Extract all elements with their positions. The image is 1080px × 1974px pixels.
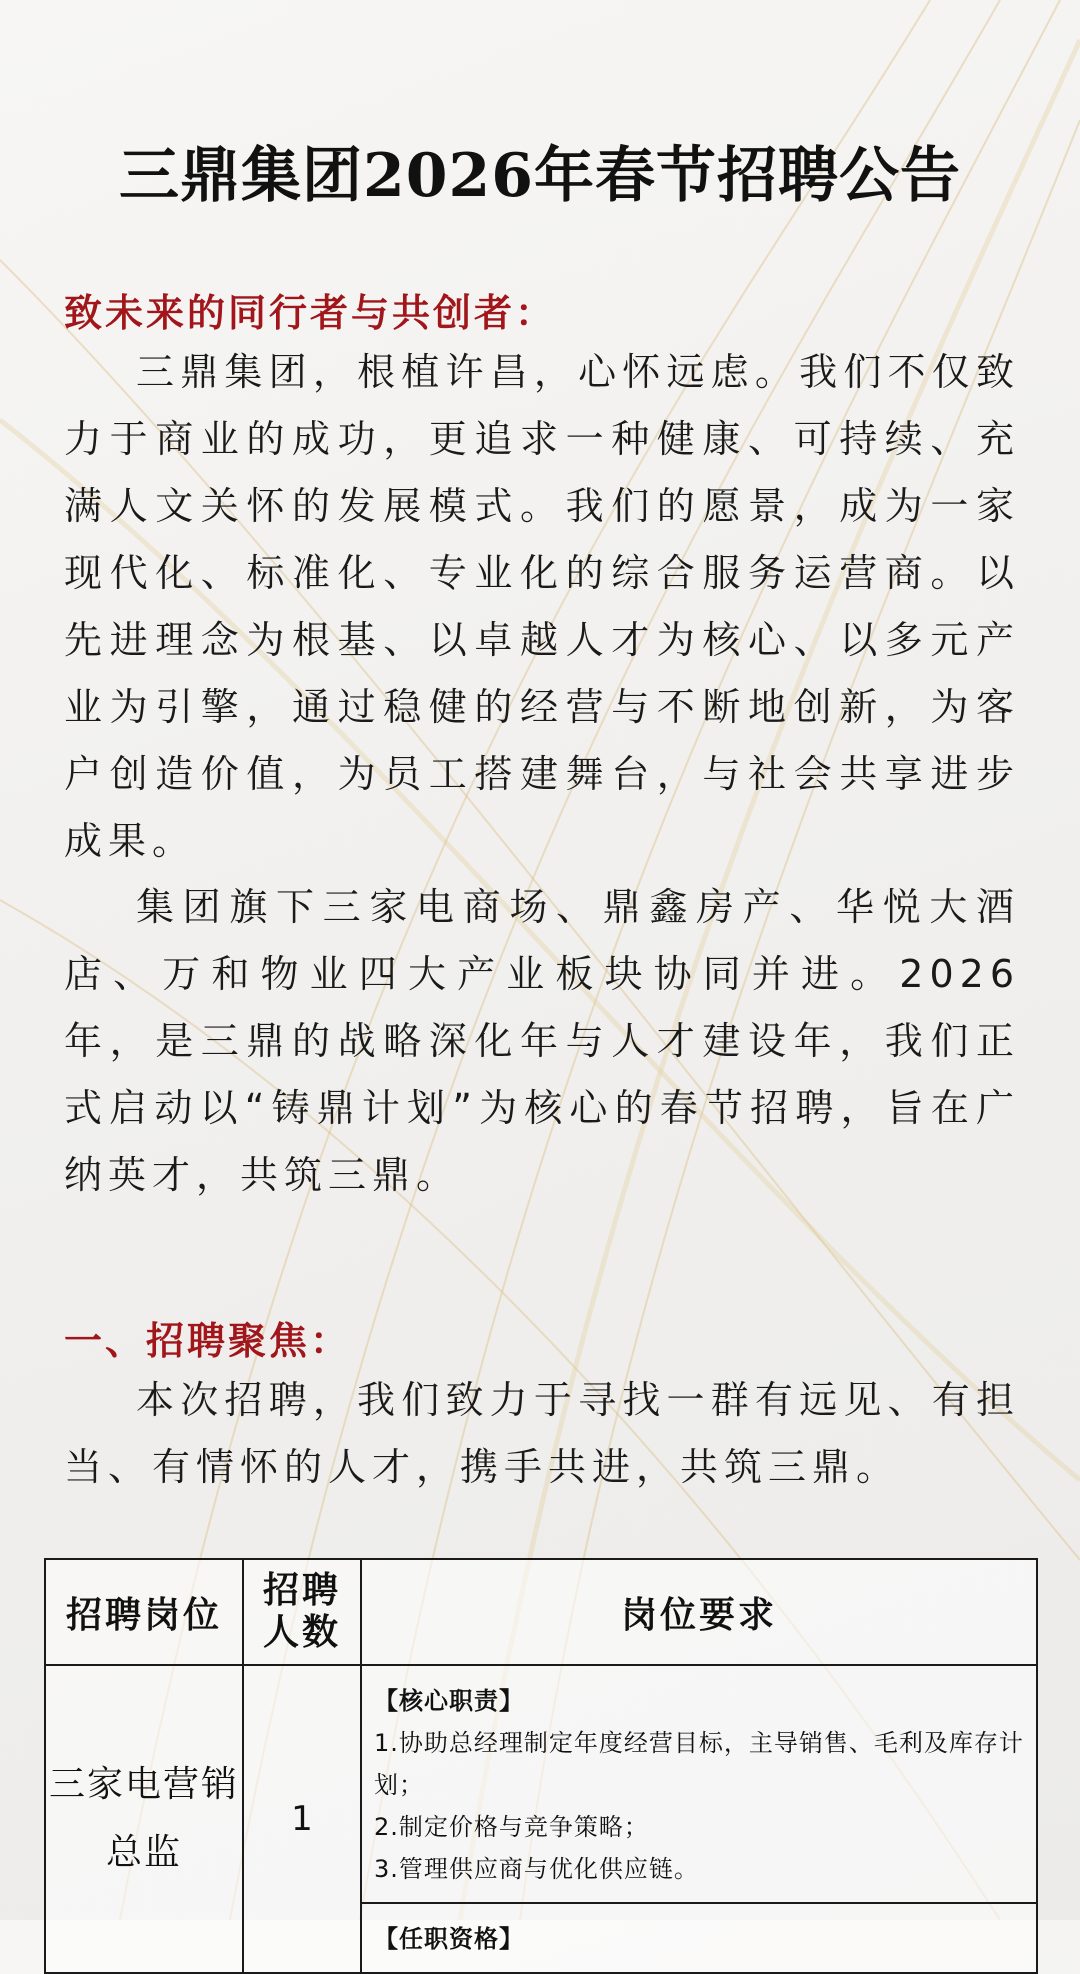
greeting-heading: 致未来的同行者与共创者： [64,291,557,335]
page-title: 三鼎集团2026年春节招聘公告 [119,141,961,211]
row-qualifications [361,1903,1037,1973]
duty-item: 3.管理供应商与优化供应链。 [374,1855,699,1883]
section-1-paragraph: 本次招聘，我们致力于寻找一群有远见、有担当、有情怀的人才，携手共进，共筑三鼎。 [64,1378,1020,1489]
table-row [45,1665,1037,1903]
row-count: 1 [243,1665,361,1973]
intro-paragraph-2: 集团旗下三家电商场、鼎鑫房产、华悦大酒店、万和物业四大产业板块协同并进。2026年，是三鼎的战略深化年与人才建设年，我们正式启动以“铸鼎计划”为核心的春节招聘，旨在广纳英才，共筑三鼎。 [64,885,1020,1197]
row-duties [361,1665,1037,1903]
header-count [243,1559,361,1665]
header-count-line1: 招聘 [262,1570,341,1611]
job-table [44,1558,1038,1974]
intro-paragraph-1: 三鼎集团，根植许昌，心怀远虑。我们不仅致力于商业的成功，更追求一种健康、可持续、充满人文关怀的发展模式。我们的愿景，成为一家现代化、标准化、专业化的综合服务运营商。以先进理念为根基、以卓越人才为核心、以多元产业为引擎，通过稳健的经营与不断地创新，为客户创造价值，为员工搭建舞台，与社会共享进步成果。 [64,350,1020,863]
header-requirements: 岗位要求 [361,1559,1037,1665]
table-header-row [45,1559,1037,1665]
qualifications-title: 【任职资格】 [374,1925,524,1953]
section-1-heading: 一、招聘聚焦： [64,1319,352,1363]
duty-item: 1.协助总经理制定年度经营目标，主导销售、毛利及库存计划； [374,1729,1024,1799]
header-count-line2: 人数 [262,1612,341,1653]
duty-item: 2.制定价格与竞争策略； [374,1813,649,1841]
row-position: 三家电营销总监 [45,1665,243,1973]
header-position: 招聘岗位 [45,1559,243,1665]
duties-title: 【核心职责】 [374,1687,524,1715]
